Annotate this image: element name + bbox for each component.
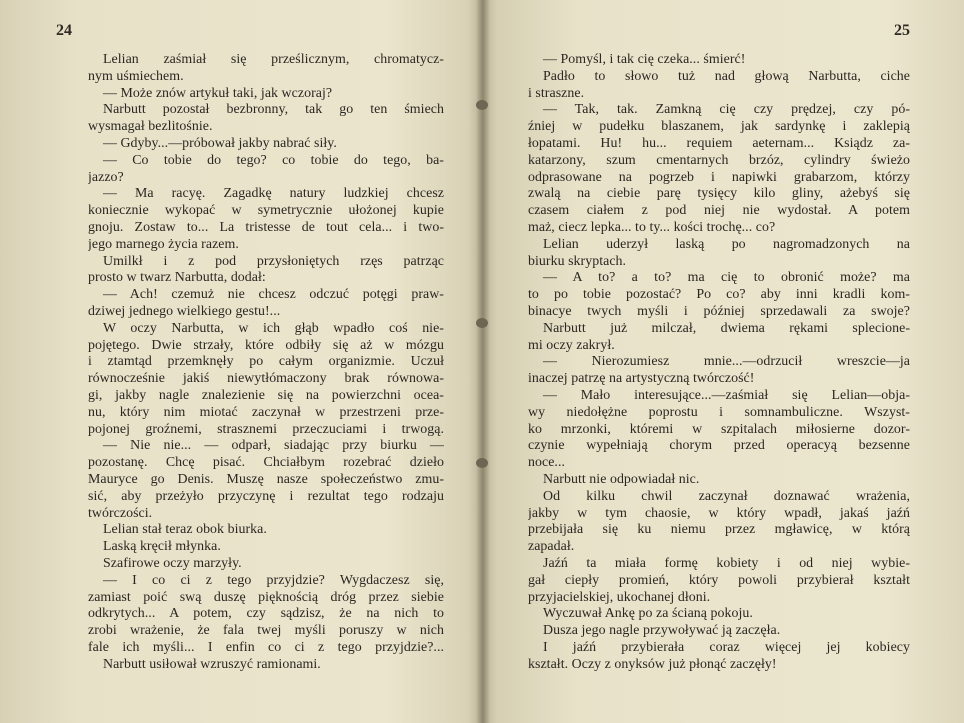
- text-line: — Tak, tak. Zamkną cię czy prędzej, czy pó-: [543, 102, 910, 118]
- text-line: to po tobie pozostać? Po co? aby inni kradli kom-: [528, 287, 910, 303]
- text-line: I jaźń przybierała coraz więcej jej kobiecy: [543, 639, 910, 655]
- text-line: noce...: [528, 455, 565, 471]
- text-line: — Nierozumiesz mnie...—odrzucił wreszcie—ja: [543, 354, 910, 370]
- text-line: Padło to słowo tuż nad głową Narbutta, ciche: [543, 68, 910, 84]
- binding-thread-mark: [476, 100, 488, 110]
- text-line: pozostanę. Chcę pisać. Chciałbym rozebrać dzieło: [88, 455, 444, 471]
- page-text: [88, 52, 444, 673]
- text-line: mi oczy zakrył.: [528, 337, 615, 353]
- text-line: fale ich myśli... I enfin co ci z tego przyjdzie?...: [88, 639, 444, 655]
- binding-thread-mark: [476, 458, 488, 468]
- text-line: i ztamtąd przemknęły po całym organizmie. Uczuł: [88, 354, 444, 370]
- text-line: jakby w tym chaosie, w który wpadł, jakaś jaźń: [528, 505, 910, 521]
- text-line: dziwej jednego wielkiego gestu!...: [88, 303, 281, 319]
- text-line: — Mało interesujące...—zaśmiał się Lelian—obja-: [543, 387, 910, 403]
- text-line: Dusza jego nagle przywoływać ją zaczęła.: [543, 623, 781, 639]
- text-line: W oczy Narbutta, w ich głąb wpadło coś nie-: [103, 320, 444, 336]
- text-line: — Ach! czemuż nie chcesz odczuć potęgi praw-: [103, 287, 444, 303]
- text-line: czasem ciałem z pod niej nie wydostał. A potem: [528, 203, 910, 219]
- text-line: Narbutt pozostał bezbronny, tak go ten śmiech: [103, 102, 444, 118]
- text-line: — Może znów artykuł taki, jak wczoraj?: [103, 85, 333, 101]
- text-line: nu, który nim miotać zaczynał w przestrzeni prze-: [88, 404, 444, 420]
- text-line: — Nie nie... — odparł, siadając przy biurku —: [103, 438, 444, 454]
- text-line: — I co ci z tego przyjdzie? Wygdaczesz się,: [103, 572, 444, 588]
- text-line: Lelian stał teraz obok biurka.: [103, 522, 267, 538]
- text-line: — Pomyśl, i tak cię czeka... śmierć!: [543, 52, 746, 67]
- text-line: pojętego. Dwie strzały, które odbiły się aż w mózgu: [88, 337, 444, 353]
- text-line: Lelian zaśmiał się prześlicznym, chromatycz-: [103, 52, 444, 67]
- text-line: gi, jakby nagle znalezienie się na powierzchni ocea-: [88, 387, 444, 403]
- text-line: zwalą na ciebie parę tysięcy kilo gliny, ażebyś się: [528, 186, 910, 202]
- text-line: nym uśmiechem.: [88, 68, 184, 84]
- text-line: odkrytych... A potem, czy sądzisz, że na nich to: [88, 606, 444, 622]
- text-line: czynie wypełniają chorym przed operacyą bezsenne: [528, 438, 910, 454]
- text-line: katarzony, szum cmentarnych brzóz, cylindry świeżo: [528, 152, 910, 168]
- text-line: zapadał.: [528, 539, 575, 555]
- text-line: źniej w pudełku blaszanem, jak sardynkę i zaklepią: [528, 119, 910, 135]
- text-line: Umilkł i z pod przysłoniętych rzęs patrząc: [103, 253, 444, 269]
- text-line: łopatami. Hu! hu... requiem aeternam... Ksiądz za-: [528, 135, 910, 151]
- text-line: kształt. Oczy z onyksów już płonąć zaczęły!: [528, 656, 777, 672]
- text-line: Lelian uderzył laską po nagromadzonych na: [543, 236, 910, 252]
- text-line: jego marnego życia razem.: [88, 236, 239, 252]
- text-line: wy niedołężne poprostu i somnambuliczne. Wszyst-: [528, 404, 910, 420]
- text-line: i straszne.: [528, 85, 585, 101]
- text-line: przebijała się ku niemu przez mgławicę, w którą: [528, 522, 910, 538]
- text-line: — Gdyby...—próbował jakby nabrać siły.: [103, 135, 337, 151]
- text-line: ko mrzonki, któremi w szpitalach miłosierne dozor-: [528, 421, 910, 437]
- text-line: koniecznie wykopać w symetrycznie ułożonej kupie: [88, 203, 444, 219]
- page-number: 25: [894, 22, 910, 39]
- text-line: biurku skryptach.: [528, 253, 627, 269]
- text-line: jazzo?: [88, 169, 124, 185]
- text-line: pojonej groźnemi, strasznemi przeczuciami i trwogą.: [88, 421, 444, 437]
- text-line: — A to? a to? ma cię to obronić może? ma: [543, 270, 910, 286]
- text-line: Narbutt nie odpowiadał nic.: [543, 471, 700, 487]
- text-line: Mauryce go Denis. Muszę nasze społeczeństwo zmu-: [88, 471, 444, 487]
- left-page: [40, 22, 444, 672]
- text-line: równocześnie jakiś niewytłómaczony brak równowa-: [88, 371, 444, 387]
- text-line: zrobi wrażenie, że fala twej myśli poruszy w nich: [88, 623, 444, 639]
- text-line: Jaźń ta miała formę kobiety i od niej wybie-: [543, 555, 910, 571]
- text-line: gnoju. Zostaw to... La tristesse de tout cela... i two-: [88, 219, 444, 235]
- text-line: przyjacielskiej, ukochanej dłoni.: [528, 589, 711, 605]
- text-line: inaczej patrzę na artystyczną twórczość!: [528, 371, 755, 387]
- text-line: gał ciepły promień, który powoli przybierał kształt: [528, 572, 910, 588]
- text-line: — Ma racyę. Zagadkę natury ludzkiej chcesz: [103, 186, 444, 202]
- text-line: Laską kręcił młynka.: [103, 539, 221, 555]
- text-line: maż, ciecz lepka... to ty... kości trochę... co?: [528, 219, 776, 235]
- text-line: wysmagał bezlitośnie.: [88, 119, 213, 135]
- text-line: twórczości.: [88, 505, 153, 521]
- text-line: Od kilku chwil zaczynał doznawać wrażenia,: [543, 488, 910, 504]
- text-line: binacye twych myśli i później sprzedawali za swoje?: [528, 303, 910, 319]
- text-line: Wyczuwał Ankę po za ścianą pokoju.: [543, 606, 753, 622]
- text-line: zamiast poić swą duszę pięknością dróg przez siebie: [88, 589, 444, 605]
- text-line: Szafirowe oczy marzyły.: [103, 555, 242, 571]
- page-text: [528, 52, 910, 673]
- text-line: Narbutt już milczał, dwiema rękami splecione-: [543, 320, 910, 336]
- text-line: sić, aby przeżyło przyczynę i rezultat tego rodzaju: [88, 488, 444, 504]
- text-line: odprasowane na pogrzeb i napiwki grabarzom, którzy: [528, 169, 910, 185]
- binding-thread-mark: [476, 318, 488, 328]
- text-line: Narbutt usiłował wzruszyć ramionami.: [103, 656, 321, 672]
- text-line: — Co tobie do tego? co tobie do tego, ba-: [103, 152, 444, 168]
- right-page: [528, 22, 910, 672]
- text-line: prosto w twarz Narbutta, dodał:: [88, 270, 266, 286]
- page-number: 24: [56, 22, 72, 39]
